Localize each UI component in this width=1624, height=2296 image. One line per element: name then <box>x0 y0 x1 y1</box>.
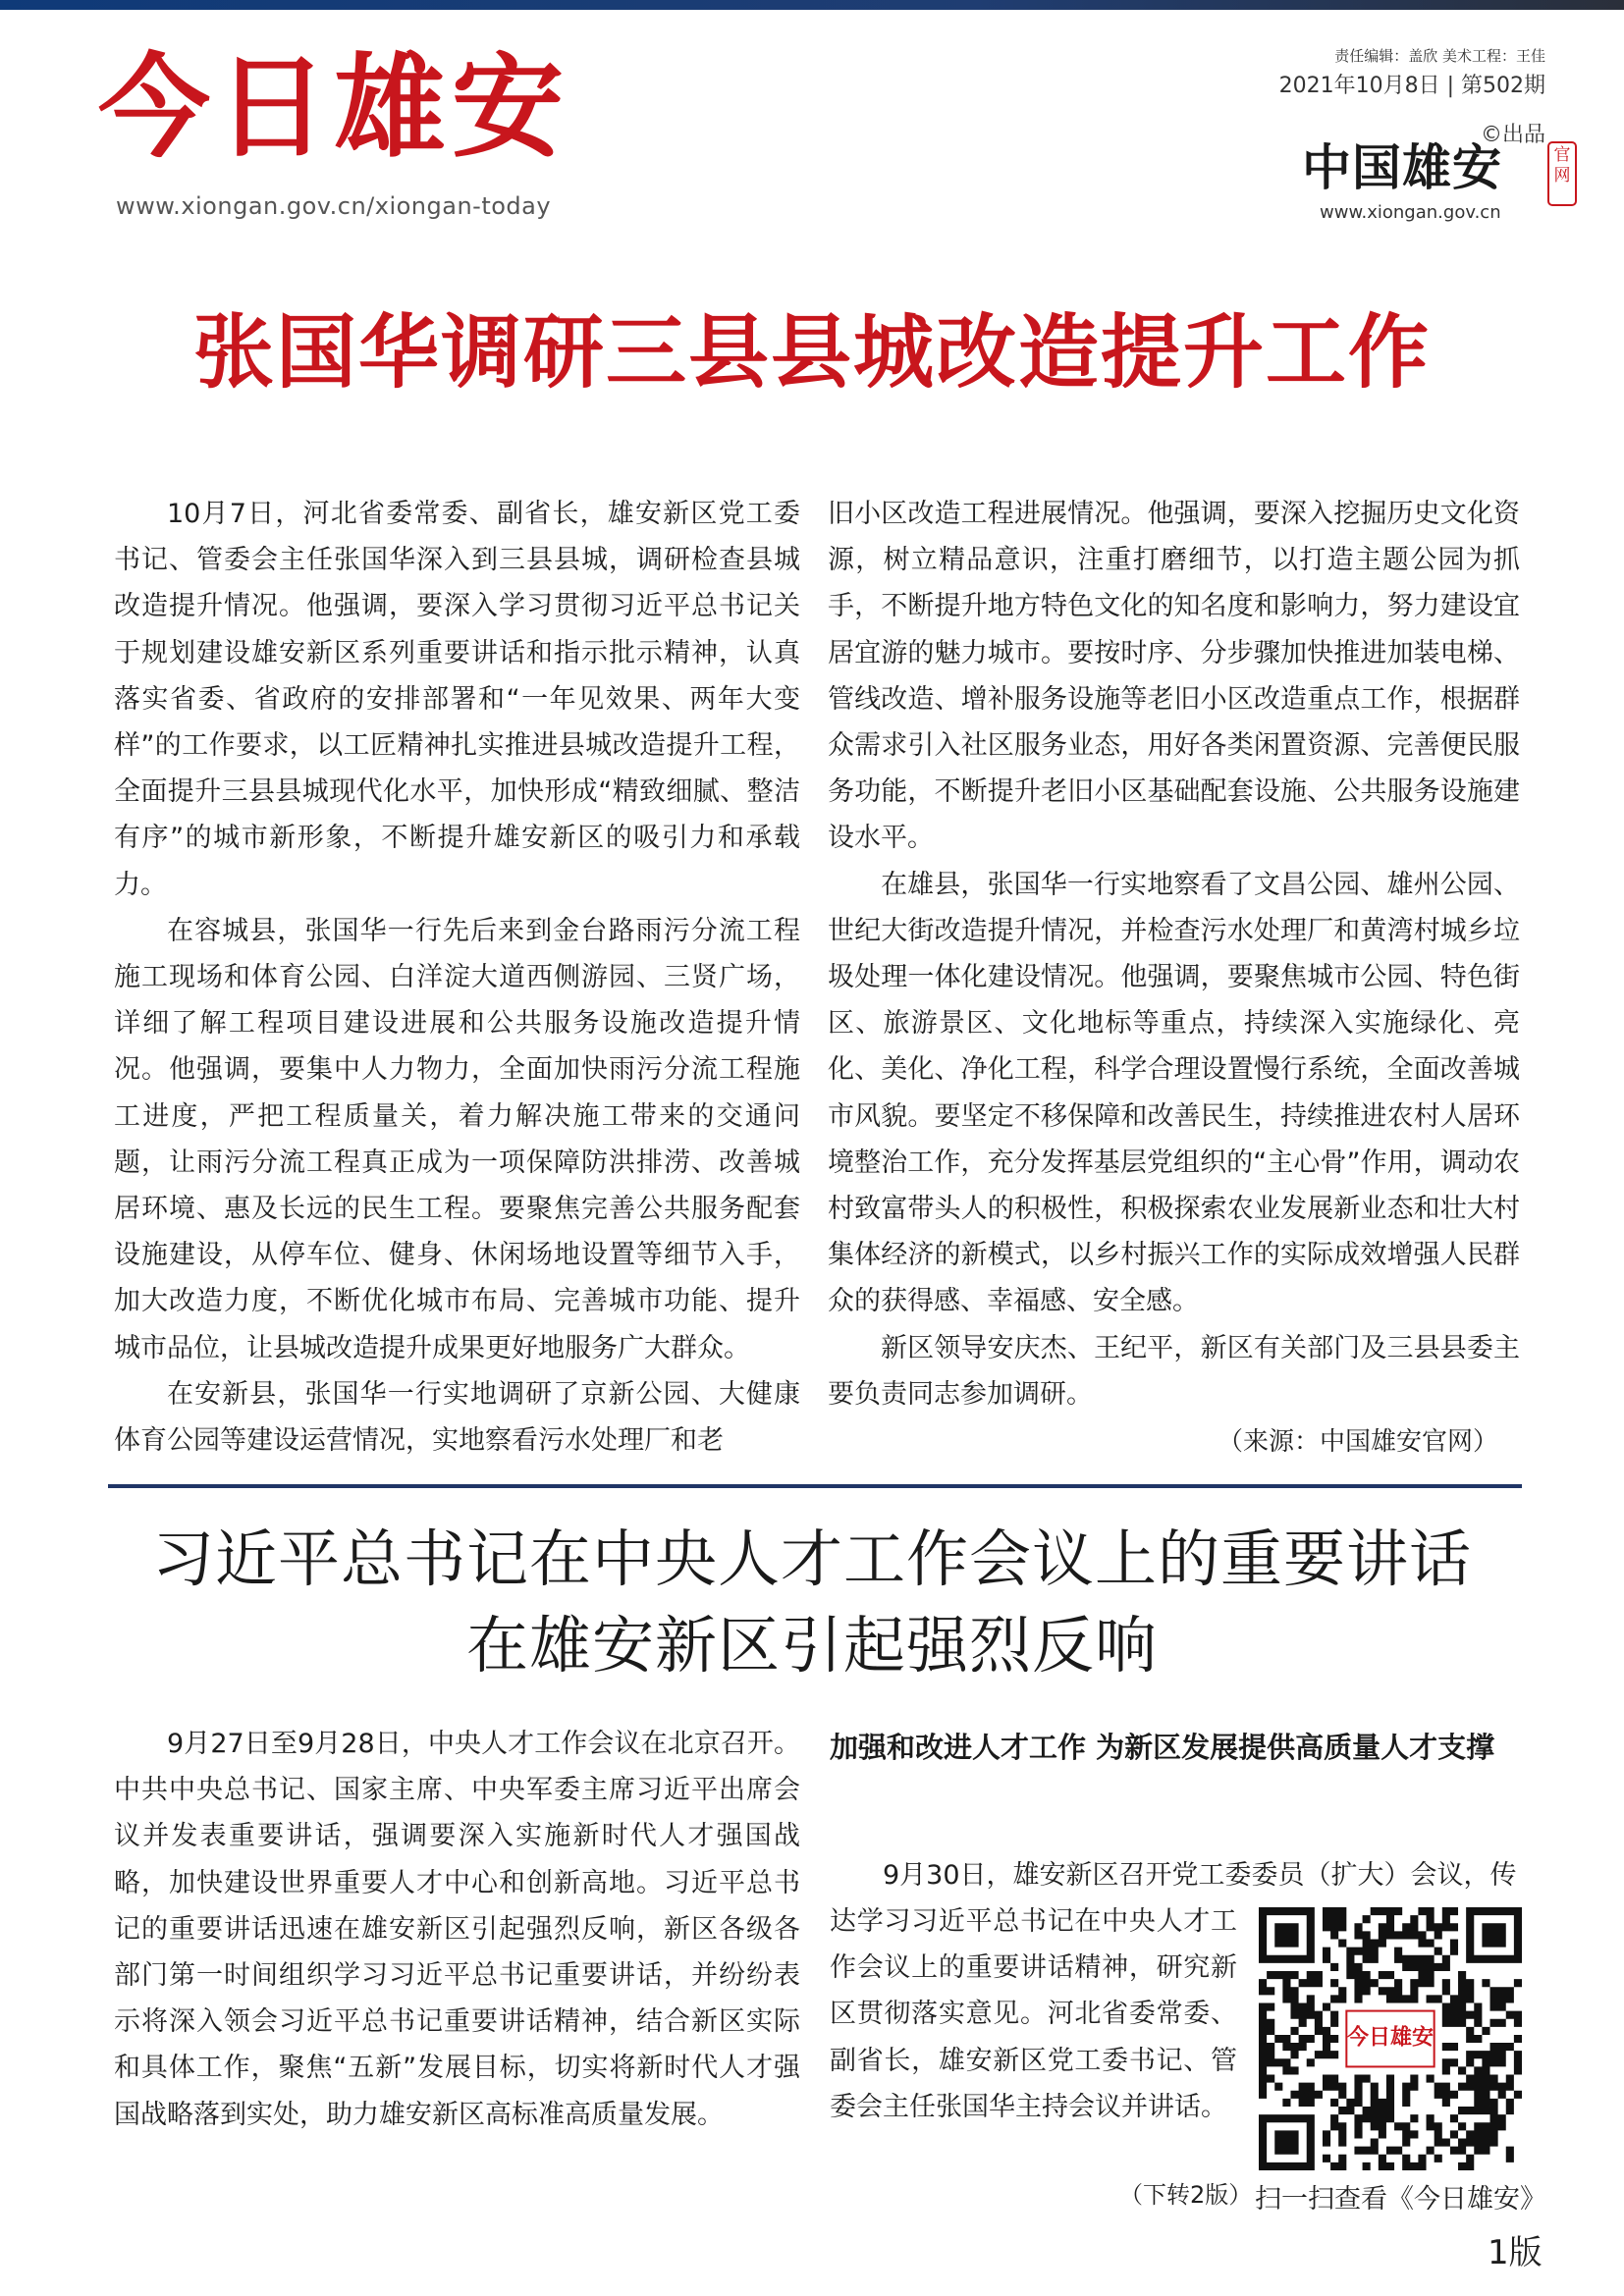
brand-url[interactable]: www.xiongan.gov.cn <box>1320 202 1501 223</box>
article1-paragraph: 在雄县，张国华一行实地察看了文昌公园、雄州公园、世纪大街改造提升情况，并检查污水处理厂和黄湾村城乡垃圾处理一体化建设情况。他强调，要聚焦城市公园、特色街区、旅游景区、文化地标等重点，持续深入实施绿化、亮化、美化、净化工程，科学合理设置慢行系统，全面改善城市风貌。要坚定不移保障和改善民生，持续推进农村人居环境整治工作，充分发挥基层党组织的“主心骨”作用，调动农村致富带头人的积极性，积极探索农业发展新业态和壮大村集体经济的新模式，以乡村振兴工作的实际成效增强人民群众的获得感、幸福感、安全感。 <box>828 869 1520 1317</box>
article1-column-left <box>114 491 800 1464</box>
issue-date: 2021年10月8日 | 第502期 <box>1278 74 1545 98</box>
article2-headline-line2: 在雄安新区引起强烈反响 <box>466 1610 1158 1682</box>
qr-code[interactable] <box>1259 1907 1522 2170</box>
qr-finder-pattern <box>1466 1907 1522 1963</box>
editor-credit: 责任编辑：盖欣 美术工程：王佳 <box>1334 47 1545 65</box>
article1-paragraph: 10月7日，河北省委常委、副省长，雄安新区党工委书记、管委会主任张国华深入到三县县城，调研检查县城改造提升情况。他强调，要深入学习贯彻习近平总书记关于规划建设雄安新区系列重要讲话和指示批示精神，认真落实省委、省政府的安排部署和“一年见效果、两年大变样”的工作要求，以工匠精神扎实推进县城改造提升工程，全面提升三县县城现代化水平，加快形成“精致细腻、整洁有序”的城市新形象，不断提升雄安新区的吸引力和承载力。 <box>114 499 800 900</box>
brand-logo <box>1302 138 1571 223</box>
article1-headline: 张国华调研三县县城改造提升工作 <box>192 305 1431 400</box>
article1-paragraph: 在安新县，张国华一行实地调研了京新公园、大健康体育公园等建设运营情况，实地察看污水处理厂和老 <box>114 1378 800 1457</box>
article2-paragraph: 9月27日至9月28日，中央人才工作会议在北京召开。中共中央总书记、国家主席、中央军委主席习近平出席会议并发表重要讲话，强调要深入实施新时代人才强国战略，加快建设世界重要人才中心和创新高地。习近平总书记的重要讲话迅速在雄安新区引起强烈反响，新区各级各部门第一时间组织学习习近平总书记重要讲话，并纷纷表示将深入领会习近平总书记重要讲话精神，结合新区实际和具体工作，聚焦“五新”发展目标，切实将新时代人才强国战略落到实处，助力雄安新区高标准高质量发展。 <box>114 1729 800 2130</box>
masthead-title: 今日雄安 <box>98 41 570 173</box>
article2-headline-line1: 习近平总书记在中央人才工作会议上的重要讲话 <box>152 1523 1472 1595</box>
article1-column-right <box>828 491 1520 1417</box>
section-divider <box>108 1484 1522 1488</box>
article1-paragraph: 新区领导安庆杰、王纪平，新区有关部门及三县县委主要负责同志参加调研。 <box>828 1332 1520 1410</box>
article2-column-left <box>114 1721 800 2138</box>
qr-caption: 扫一扫查看《今日雄安》 <box>1255 2184 1546 2215</box>
brand-name: 中国雄安 <box>1302 138 1502 196</box>
article1-paragraph-continued: 旧小区改造工程进展情况。他强调，要深入挖掘历史文化资源，树立精品意识，注重打磨细节，以打造主题公园为抓手，不断提升地方特色文化的知名度和影响力，努力建设宜居宜游的魅力城市。要按时序、分步骤加快推进加装电梯、管线改造、增补服务设施等老旧小区改造重点工作，根据群众需求引入社区服务业态，用好各类闲置资源、完善便民服务功能，不断提升老旧小区基础配套设施、公共服务设施建设水平。 <box>828 499 1520 854</box>
article2-headline <box>0 1517 1624 1689</box>
article2-subheading: 加强和改进人才工作 为新区发展提供高质量人才支撑 <box>830 1731 1495 1764</box>
masthead-url[interactable]: www.xiongan.gov.cn/xiongan-today <box>116 192 552 220</box>
article2-column-right <box>830 1898 1237 2130</box>
article1-paragraph: 在容城县，张国华一行先后来到金台路雨污分流工程施工现场和体育公园、白洋淀大道西侧游园、三贤广场，详细了解工程项目建设进展和公共服务设施改造提升情况。他强调，要集中人力物力，全面加快雨污分流工程施工进度，严把工程质量关，着力解决施工带来的交通问题，让雨污分流工程真正成为一项保障防洪排涝、改善城居环境、惠及长远的民生工程。要聚焦完善公共服务配套设施建设，从停车位、健身、休闲场地设置等细节入手，加大改造力度，不断优化城市布局、完善城市功能、提升城市品位，让县城改造提升成果更好地服务广大群众。 <box>114 915 800 1363</box>
article1-source: （来源：中国雄安官网） <box>1218 1427 1499 1457</box>
qr-finder-pattern <box>1259 2114 1315 2170</box>
qr-center-label: 今日雄安 <box>1346 2024 1435 2051</box>
top-color-bar <box>0 0 1624 10</box>
article2-paragraph-start: 9月30日，雄安新区召开党工委委员（扩大）会议，传 <box>883 1860 1517 1891</box>
brand-seal: 官网 <box>1547 141 1577 206</box>
qr-finder-pattern <box>1259 1907 1315 1963</box>
page-number: 1版 <box>1488 2233 1543 2272</box>
qr-code-graphic <box>1259 1907 1522 2170</box>
article2-paragraph-rest: 达学习习近平总书记在中央人才工作会议上的重要讲话精神，研究新区贯彻落实意见。河北省委常委、副省长，雄安新区党工委书记、管委会主任张国华主持会议并讲话。 <box>830 1906 1237 2122</box>
producer-label: ©出品 <box>1480 123 1545 147</box>
continued-note: （下转2版） <box>1119 2181 1253 2209</box>
article2-first-line <box>830 1852 1522 1898</box>
